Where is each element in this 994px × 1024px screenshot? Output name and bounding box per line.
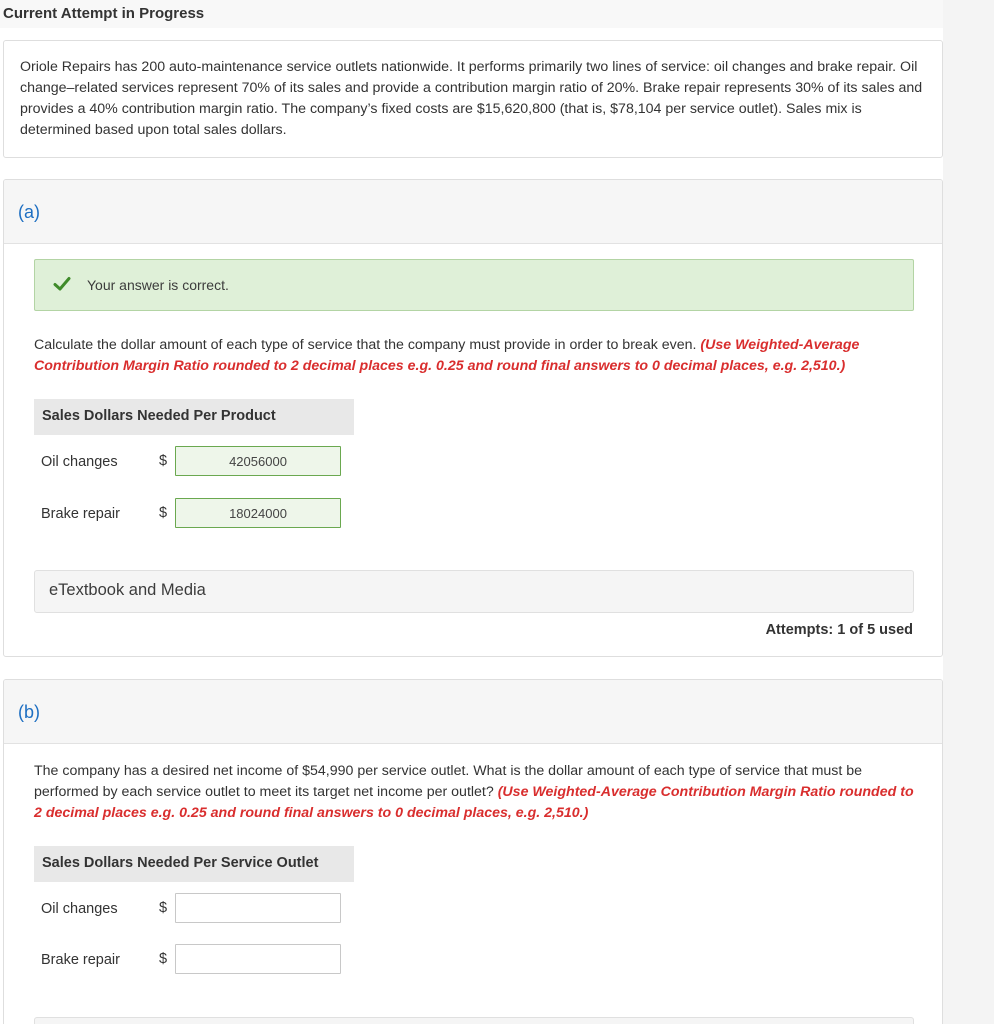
part-a-label: (a) xyxy=(18,202,40,222)
part-b-label: (b) xyxy=(18,702,40,722)
attempts-counter: Attempts: 1 of 5 used xyxy=(765,622,913,638)
part-b-brake-repair-currency: $ xyxy=(159,951,168,967)
part-a-brake-repair-label: Brake repair xyxy=(41,506,120,522)
part-b-oil-changes-currency: $ xyxy=(159,900,168,916)
part-a-brake-repair-currency: $ xyxy=(159,505,168,521)
part-a-question-text: Calculate the dollar amount of each type of service that the company must provide in order to break even. xyxy=(34,337,701,353)
part-a-oil-changes-label: Oil changes xyxy=(41,454,118,470)
checkmark-icon xyxy=(53,275,71,293)
problem-statement xyxy=(3,40,943,158)
part-b-brake-repair-input[interactable] xyxy=(175,944,341,974)
part-a-table-header-text: Sales Dollars Needed Per Product xyxy=(42,408,276,424)
part-a-oil-changes-input[interactable] xyxy=(175,446,341,476)
right-gutter xyxy=(943,0,994,1024)
etextbook-media-label: eTextbook and Media xyxy=(49,581,206,599)
problem-text: Oriole Repairs has 200 auto-maintenance service outlets nationwide. It performs primarily two lines of service: oil changes and brake repair. Oil change–related services represent 70% of its sales and provide a contribution margin ratio of 20%. Brake repair represents 30% of its sales and provides a 40% contribution margin ratio. The company’s fixed costs are $15,620,800 (that is, $78,104 per service outlet). Sales mix is determined based upon total sales dollars. xyxy=(20,59,923,138)
part-b-panel xyxy=(3,679,943,1024)
part-a-question xyxy=(34,335,914,377)
part-a-table-header xyxy=(34,399,354,435)
part-a-brake-repair-input[interactable] xyxy=(175,498,341,528)
part-b-question-text: The company has a desired net income of $54,990 per service outlet. What is the dollar amount of each type of service that must be performed by each service outlet to meet its target net income per outlet? xyxy=(34,763,863,800)
etextbook-media-button[interactable] xyxy=(34,570,914,613)
part-b-instruction: (Use Weighted-Average Contribution Margin Ratio rounded to 2 decimal places e.g. 0.25 and round final answers to 0 decimal places, e.g. 2,510.) xyxy=(34,784,914,821)
part-b-header xyxy=(4,680,942,744)
part-b-table-header xyxy=(34,846,354,882)
part-b-oil-changes-input[interactable] xyxy=(175,893,341,923)
part-b-etextbook-media-button[interactable] xyxy=(34,1017,914,1024)
part-a-header xyxy=(4,180,942,244)
part-b-question xyxy=(34,761,914,824)
part-a-panel xyxy=(3,179,943,657)
part-a-oil-changes-currency: $ xyxy=(159,453,168,469)
part-b-brake-repair-label: Brake repair xyxy=(41,952,120,968)
part-b-table-header-text: Sales Dollars Needed Per Service Outlet xyxy=(42,855,319,871)
attempt-header xyxy=(0,0,943,28)
correct-feedback-text: Your answer is correct. xyxy=(87,277,229,293)
part-b-oil-changes-label: Oil changes xyxy=(41,901,118,917)
attempt-title: Current Attempt in Progress xyxy=(3,5,205,22)
correct-feedback-banner xyxy=(34,259,914,311)
part-a-instruction: (Use Weighted-Average Contribution Margin Ratio rounded to 2 decimal places e.g. 0.25 and round final answers to 0 decimal places, e.g. 2,510.) xyxy=(34,337,860,374)
